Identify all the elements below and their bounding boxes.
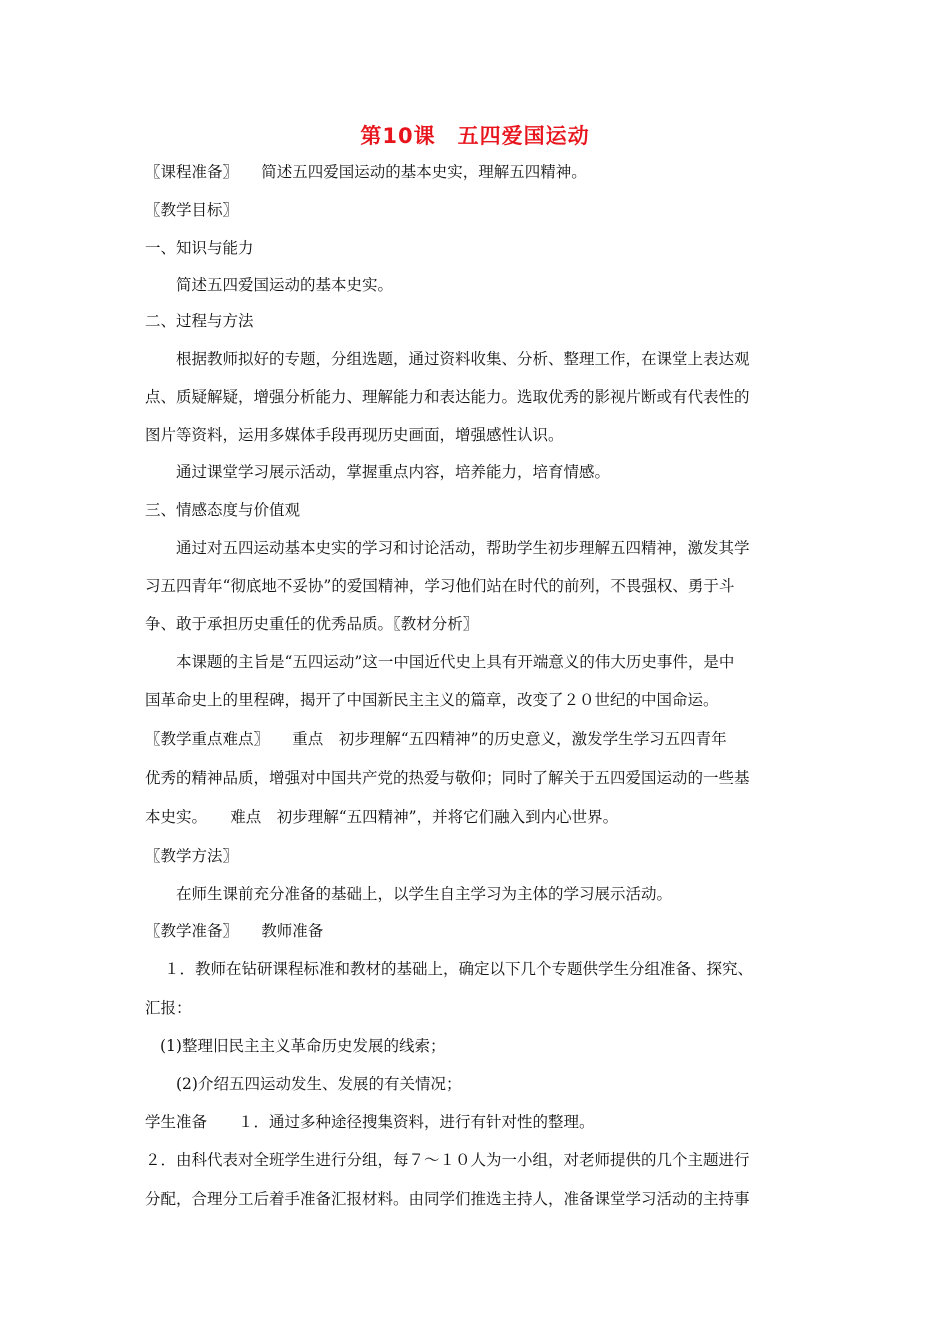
key-points-line: 〖教学重点难点〗 重点 初步理解“五四精神”的历史意义，激发学生学习五四青年 <box>145 730 727 748</box>
paragraph-line: ２．由科代表对全班学生进行分组，每７～１０人为一小组，对老师提供的几个主题进行 <box>145 1151 750 1169</box>
teaching-prep-heading: 〖教学准备〗 教师准备 <box>145 922 324 940</box>
paragraph-line: 通过课堂学习展示活动，掌握重点内容，培养能力，培育情感。 <box>176 463 611 481</box>
paragraph-line: 争、敢于承担历史重任的优秀品质。〖教材分析〗 <box>145 615 479 633</box>
paragraph-line: 汇报： <box>145 999 192 1017</box>
teaching-goals-heading: 〖教学目标〗 <box>145 201 239 219</box>
paragraph-line: 通过对五四运动基本史实的学习和讨论活动，帮助学生初步理解五四精神，激发其学 <box>176 539 750 557</box>
paragraph-line: 国革命史上的里程碑，揭开了中国新民主主义的篇章，改变了２０世纪的中国命运。 <box>145 691 719 709</box>
paragraph-line: 分配，合理分工后着手准备汇报材料。由同学们推选主持人，准备课堂学习活动的主持事 <box>145 1190 750 1208</box>
paragraph-line: 优秀的精神品质，增强对中国共产党的热爱与敬仰；同时了解关于五四爱国运动的一些基 <box>145 769 750 787</box>
section-heading-values: 三、情感态度与价值观 <box>145 501 301 519</box>
paragraph-line: 习五四青年“彻底地不妥协”的爱国精神，学习他们站在时代的前列，不畏强权、勇于斗 <box>145 577 735 595</box>
lesson-title: 第10课 五四爱国运动 <box>360 124 590 148</box>
student-prep-line: 学生准备 １．通过多种途径搜集资料，进行有针对性的整理。 <box>145 1113 595 1131</box>
paragraph-line: 点、质疑解疑，增强分析能力、理解能力和表达能力。选取优秀的影视片断或有代表性的 <box>145 388 750 406</box>
course-prep-line: 〖课程准备〗 简述五四爱国运动的基本史实，理解五四精神。 <box>145 163 587 181</box>
paragraph-line: 简述五四爱国运动的基本史实。 <box>176 276 394 294</box>
paragraph-line: 本课题的主旨是“五四运动”这一中国近代史上具有开端意义的伟大历史事件，是中 <box>176 653 735 671</box>
paragraph-line: 本史实。 难点 初步理解“五四精神”，并将它们融入到内心世界。 <box>145 808 619 826</box>
list-item: (2)介绍五四运动发生、发展的有关情况； <box>176 1075 462 1093</box>
section-heading-knowledge: 一、知识与能力 <box>145 239 254 257</box>
paragraph-line: 在师生课前充分准备的基础上，以学生自主学习为主体的学习展示活动。 <box>176 885 673 903</box>
paragraph-line: 根据教师拟好的专题，分组选题，通过资料收集、分析、整理工作，在课堂上表达观 <box>176 350 750 368</box>
teaching-method-heading: 〖教学方法〗 <box>145 847 239 865</box>
list-item: １．教师在钻研课程标准和教材的基础上，确定以下几个专题供学生分组准备、探究、 <box>164 960 754 978</box>
paragraph-line: 图片等资料，运用多媒体手段再现历史画面，增强感性认识。 <box>145 426 564 444</box>
section-heading-process: 二、过程与方法 <box>145 312 254 330</box>
list-item: (1)整理旧民主主义革命历史发展的线索； <box>160 1037 446 1055</box>
